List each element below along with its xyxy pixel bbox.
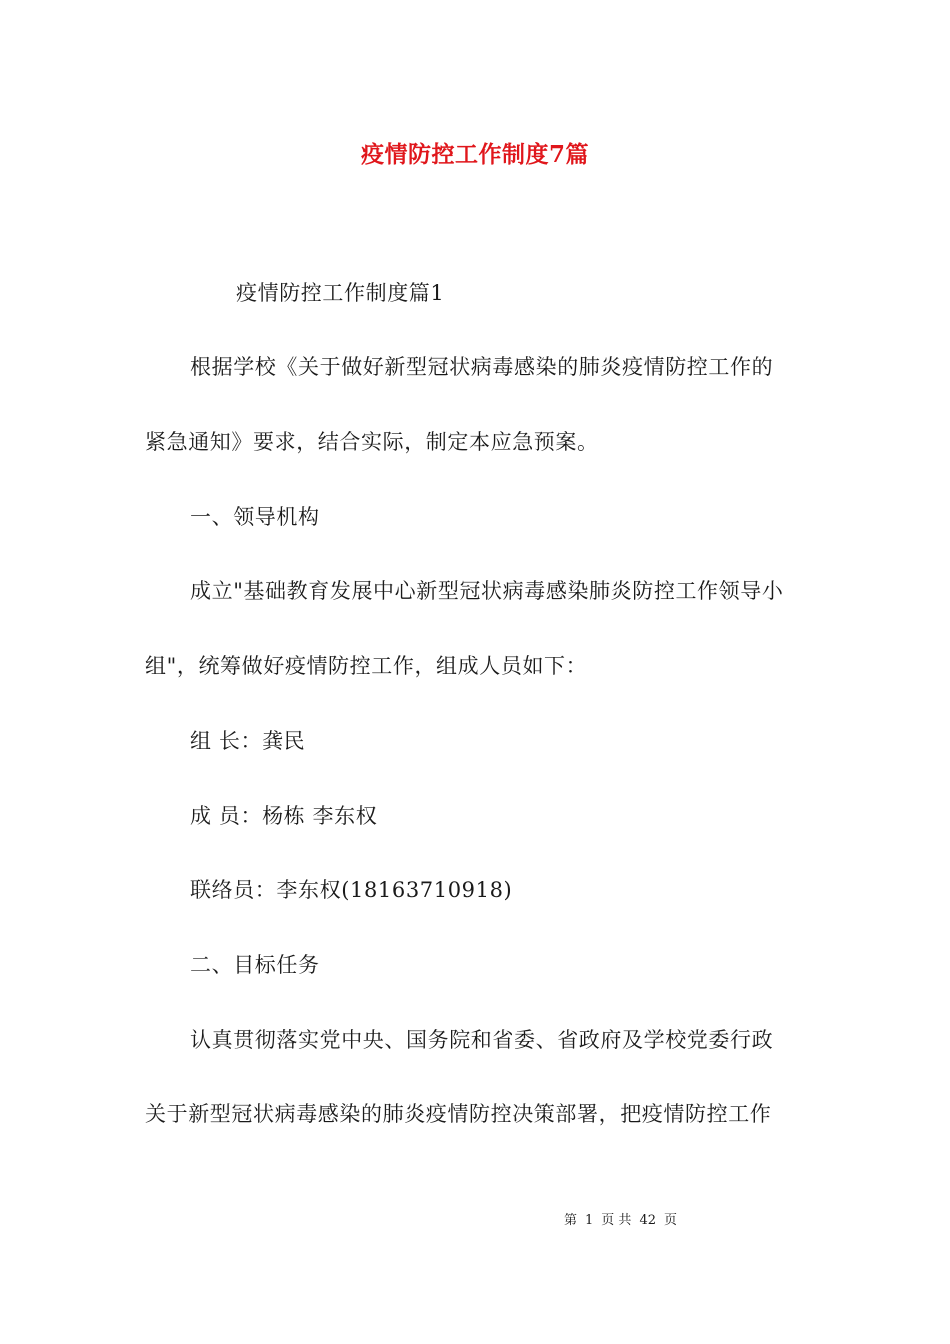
paragraph-line: 组"，统筹做好疫情防控工作，组成人员如下： xyxy=(145,654,588,678)
document-title: 疫情防控工作制度7篇 xyxy=(360,141,589,168)
footer-middle: 页 共 xyxy=(601,1213,632,1228)
section-heading: 疫情防控工作制度篇1 xyxy=(236,281,445,305)
paragraph-line: 紧急通知》要求，结合实际，制定本应急预案。 xyxy=(145,430,599,454)
subheading-leadership: 一、领导机构 xyxy=(190,505,320,529)
page-footer xyxy=(560,1209,681,1228)
member-contact: 联络员：李东权(18163710918) xyxy=(190,878,513,902)
subheading-goals: 二、目标任务 xyxy=(190,953,320,977)
paragraph-line: 认真贯彻落实党中央、国务院和省委、省政府及学校党委行政 xyxy=(190,1028,774,1052)
paragraph-line: 根据学校《关于做好新型冠状病毒感染的肺炎疫情防控工作的 xyxy=(190,355,774,379)
member-list: 成 员：杨栋 李东权 xyxy=(190,804,378,828)
footer-suffix: 页 xyxy=(663,1213,677,1228)
footer-page-number: 1 xyxy=(585,1213,594,1228)
paragraph-line: 成立"基础教育发展中心新型冠状病毒感染肺炎防控工作领导小 xyxy=(190,579,784,603)
member-leader: 组 长：龚民 xyxy=(190,729,306,753)
footer-total-pages: 42 xyxy=(639,1213,656,1228)
footer-prefix: 第 xyxy=(564,1213,578,1228)
paragraph-line: 关于新型冠状病毒感染的肺炎疫情防控决策部署，把疫情防控工作 xyxy=(145,1102,772,1126)
